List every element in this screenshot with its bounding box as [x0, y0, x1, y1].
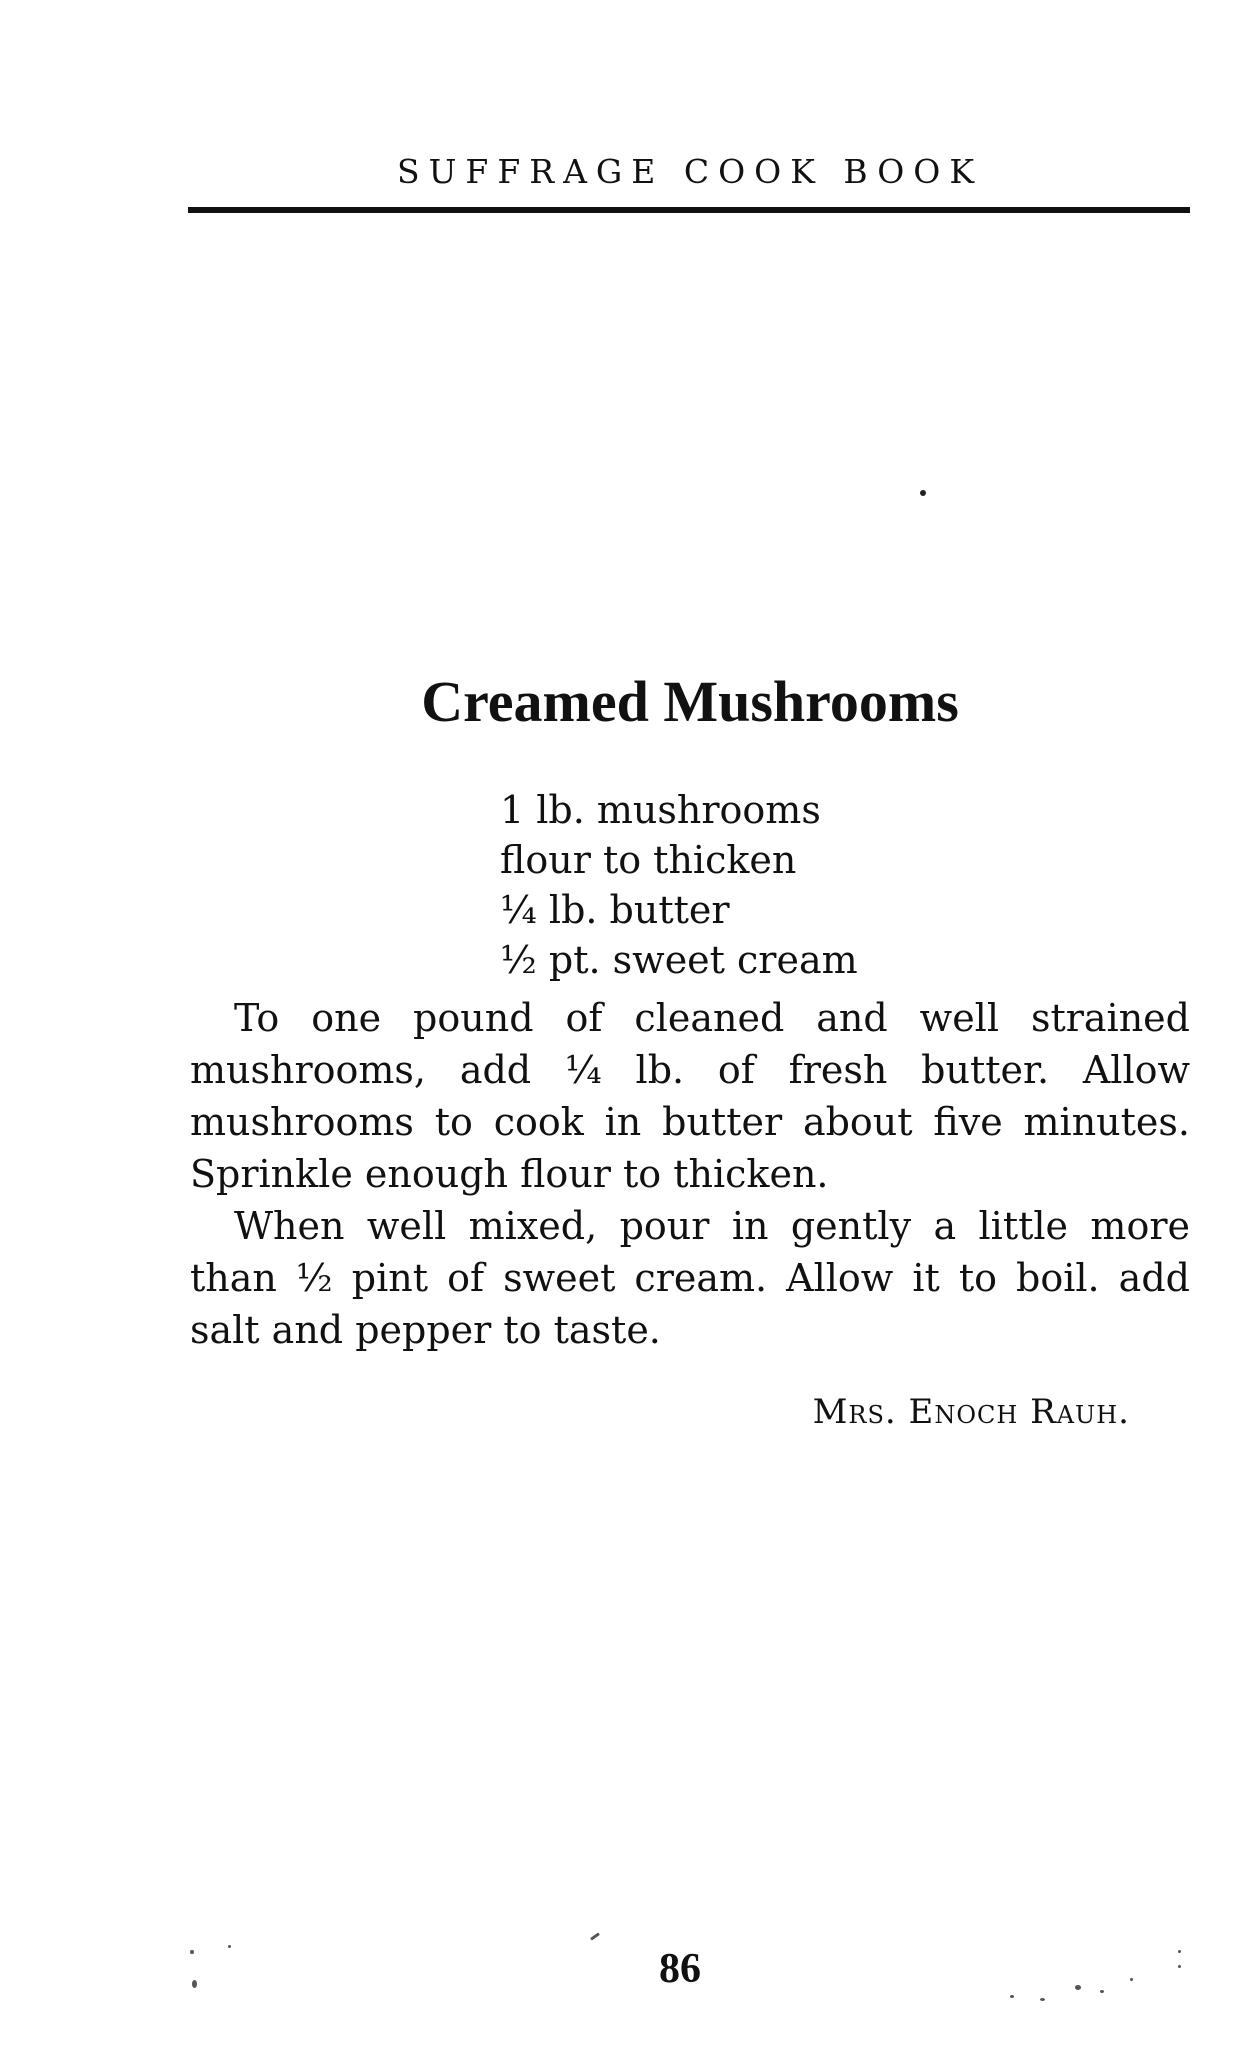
scan-speck	[1075, 1985, 1081, 1990]
scan-speck	[192, 1980, 197, 1988]
ingredient-item: ¼ lb. butter	[500, 888, 730, 932]
scan-speck	[1130, 1978, 1133, 1981]
scan-speck	[1100, 1990, 1104, 1993]
print-speck	[920, 490, 926, 496]
ingredient-item: ½ pt. sweet cream	[500, 938, 858, 982]
scan-speck	[1010, 1995, 1014, 1998]
running-header: SUFFRAGE COOK BOOK	[397, 152, 983, 191]
ingredient-item: flour to thicken	[500, 838, 797, 882]
scan-speck	[1178, 1950, 1181, 1953]
header-rule	[188, 207, 1190, 213]
instruction-paragraph: To one pound of cleaned and well strained mushrooms, add ¼ lb. of fresh butter. Allow mushrooms to cook in butter about five minutes. Sprinkle enough flour to thicken.	[190, 996, 1190, 1196]
scan-speck	[190, 1950, 194, 1954]
recipe-instructions	[190, 992, 1190, 1356]
scan-speck	[1178, 1965, 1181, 1968]
ingredient-list	[500, 785, 858, 985]
page-number: 86	[659, 1946, 701, 1992]
scan-speck	[590, 1932, 600, 1940]
scan-speck	[1040, 1998, 1045, 2001]
recipe-title: Creamed Mushrooms	[421, 669, 959, 734]
scan-speck	[228, 1945, 231, 1948]
instruction-paragraph: When well mixed, pour in gently a little more than ½ pint of sweet cream. Allow it to boil. add salt and pepper to taste.	[190, 1204, 1190, 1352]
ingredient-item: 1 lb. mushrooms	[500, 788, 821, 832]
contributor-signature: Mrs. Enoch Rauh.	[812, 1392, 1130, 1432]
